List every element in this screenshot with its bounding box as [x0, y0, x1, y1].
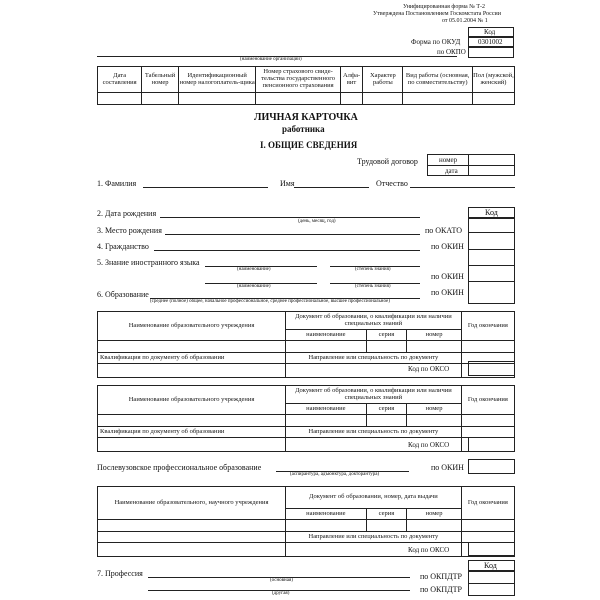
cell-work-type[interactable]: [403, 93, 473, 105]
header-gender: Пол (мужской, женский): [472, 67, 514, 93]
edu3-year-cell[interactable]: [461, 520, 514, 532]
title-sub: работника: [282, 124, 325, 134]
language-degree-hint-1: (степень знания): [355, 267, 391, 272]
okpdtr-label-1: по ОКПДТР: [420, 572, 462, 581]
birth-date-label: 2. Дата рождения: [97, 209, 157, 218]
edu2-spacer: [461, 427, 514, 438]
edu2-inst-cell[interactable]: [98, 415, 286, 427]
postgrad-okin-cell[interactable]: [468, 459, 515, 474]
edu1-series-cell[interactable]: [366, 341, 407, 353]
top-table: [97, 66, 515, 105]
surname-field[interactable]: [143, 187, 268, 188]
edu1-okso-label: Код по ОКСО: [408, 365, 450, 373]
okpdtr-label-2: по ОКПДТР: [420, 585, 462, 594]
language-degree-hint-2: (степень знания): [355, 284, 391, 289]
okato-label: по ОКАТО: [425, 226, 463, 235]
edu3-spec-header: Направление или специальность по документу: [286, 532, 462, 543]
postgrad-okin-label: по ОКИН: [431, 463, 464, 472]
name-label: Имя: [280, 179, 295, 188]
postgrad-label: Послевузовское профессиональное образование: [97, 463, 262, 472]
cell-work-character[interactable]: [363, 93, 403, 105]
code-okin1-divider: [468, 249, 515, 250]
edu3-okso-cell[interactable]: [468, 542, 515, 556]
okud-value: 0301002: [478, 38, 503, 46]
cell-gender[interactable]: [472, 93, 514, 105]
header-snils: Номер страхового свиде-тельства государственного пенсионного страхования: [256, 67, 340, 93]
postgrad-hint: (аспирантура, адъюнктура, докторантура): [290, 472, 380, 477]
edu1-inst-header: Наименование образовательного учреждения: [98, 312, 286, 341]
cell-alphabet[interactable]: [340, 93, 363, 105]
edu2-number-cell[interactable]: [407, 415, 461, 427]
edu2-number-header: номер: [407, 404, 461, 415]
header-date: Дата составления: [98, 67, 142, 93]
citizenship-label: 4. Гражданство: [97, 242, 149, 251]
code-column: [468, 218, 515, 304]
cell-tab-number[interactable]: [142, 93, 179, 105]
edu2-qual-header: Квалификация по документу об образовании: [98, 427, 286, 438]
header-tab-number: Табельный номер: [142, 67, 179, 93]
cell-snils[interactable]: [256, 93, 340, 105]
cell-inn[interactable]: [178, 93, 256, 105]
education-table-2: [97, 385, 515, 452]
edu3-empty-cell: [98, 532, 286, 543]
edu2-doc-header: Документ об образовании, о квалификации или наличии специальных знаний: [286, 386, 462, 404]
citizenship-field[interactable]: [154, 250, 420, 251]
organization-hint: (наименование организации): [240, 57, 302, 62]
education-table-1: [97, 311, 515, 378]
contract-date-label: дата: [445, 167, 458, 175]
education-hint: (среднее (полное) общее, начальное профессиональное, среднее профессиональное, высшее профессиональное): [150, 299, 390, 304]
profession-other-hint: (другая): [272, 591, 290, 596]
header-inn: Идентификационный номер налогоплатель-щика: [178, 67, 256, 93]
edu3-number-cell[interactable]: [407, 520, 461, 532]
edu3-series-cell[interactable]: [366, 520, 407, 532]
form-line-3: от 05.01.2004 № 1: [442, 18, 488, 24]
edu3-spacer: [461, 532, 514, 543]
contract-label: Трудовой договор: [357, 157, 418, 166]
okpo-cell[interactable]: [468, 47, 514, 58]
edu1-number-header: номер: [407, 330, 461, 341]
okin-label-3: по ОКИН: [431, 288, 464, 297]
section-title: I. ОБЩИЕ СВЕДЕНИЯ: [260, 140, 358, 150]
code-okin2-divider: [468, 265, 515, 266]
form-line-1: Унифицированная форма № Т-2: [403, 4, 486, 10]
edu3-series-header: серия: [366, 509, 407, 520]
okpo-label: по ОКПО: [437, 48, 466, 56]
birth-date-field[interactable]: [160, 217, 420, 218]
contract-vdivider: [468, 154, 469, 176]
header-alphabet: Алфа-вит: [340, 67, 363, 93]
cell-date[interactable]: [98, 93, 142, 105]
edu2-naim-cell[interactable]: [286, 415, 366, 427]
edu3-lower-cell[interactable]: [98, 543, 286, 557]
edu1-naim-cell[interactable]: [286, 341, 366, 353]
language-label: 5. Знание иностранного языка: [97, 258, 200, 267]
code-label-2: Код: [485, 208, 498, 217]
okud-label: Форма по ОКУД: [411, 38, 461, 46]
edu2-qual-cell[interactable]: [98, 438, 286, 452]
edu1-year-header: Год окончания: [461, 312, 514, 341]
profession-code-label: Код: [484, 561, 497, 570]
edu2-year-cell[interactable]: [461, 415, 514, 427]
patronymic-field[interactable]: [410, 187, 515, 188]
edu2-spec-header: Направление или специальность по документу: [286, 427, 462, 438]
edu1-year-cell[interactable]: [461, 341, 514, 353]
edu1-okso-cell[interactable]: [468, 361, 515, 376]
profession-label: 7. Профессия: [97, 569, 143, 578]
birth-place-label: 3. Место рождения: [97, 226, 162, 235]
surname-label: 1. Фамилия: [97, 179, 137, 188]
edu1-inst-cell[interactable]: [98, 341, 286, 353]
edu3-inst-cell[interactable]: [98, 520, 286, 532]
code-label: Код: [484, 28, 496, 36]
edu3-naim-cell[interactable]: [286, 520, 366, 532]
edu2-naim-header: наименование: [286, 404, 366, 415]
edu1-spec-header: Направление или специальность по документу: [286, 353, 462, 364]
edu2-series-cell[interactable]: [366, 415, 407, 427]
header-work-character: Характер работы: [363, 67, 403, 93]
edu2-okso-label: Код по ОКСО: [408, 441, 450, 449]
language-name-hint-2: (наименование): [237, 284, 271, 289]
edu1-naim-header: наименование: [286, 330, 366, 341]
edu1-qual-cell[interactable]: [98, 364, 286, 378]
profession-main-hint: (основная): [270, 578, 293, 583]
edu3-inst-header: Наименование образовательного, научного учреждения: [98, 487, 286, 520]
birth-date-hint: (день, месяц, год): [298, 219, 336, 224]
profession-code-divider: [468, 583, 515, 584]
edu3-naim-header: наименование: [286, 509, 366, 520]
edu1-series-header: серия: [366, 330, 407, 341]
edu2-year-header: Год окончания: [461, 386, 514, 415]
okin-label-1: по ОКИН: [431, 242, 464, 251]
code-okato-divider: [468, 232, 515, 233]
header-work-type: Вид работы (основная, по совместительству): [403, 67, 473, 93]
form-line-2: Утверждена Постановлением Госкомстата России: [373, 11, 501, 17]
edu2-inst-header: Наименование образовательного учреждения: [98, 386, 286, 415]
edu2-series-header: серия: [366, 404, 407, 415]
education-table-3: [97, 486, 515, 557]
edu1-doc-header: Документ об образовании, о квалификации или наличии специальных знаний: [286, 312, 462, 330]
edu1-number-cell[interactable]: [407, 341, 461, 353]
code-okin3-divider: [468, 281, 515, 282]
edu3-okso-label: Код по ОКСО: [408, 546, 450, 554]
edu1-qual-header: Квалификация по документу об образовании: [98, 353, 286, 364]
patronymic-label: Отчество: [376, 179, 408, 188]
edu3-doc-header: Документ об образовании, номер, дата выдачи: [286, 487, 462, 509]
edu2-okso-cell[interactable]: [468, 437, 515, 452]
name-field[interactable]: [294, 187, 369, 188]
education-label: 6. Образование: [97, 290, 149, 299]
edu3-year-header: Год окончания: [461, 487, 514, 520]
language-name-hint-1: (наименование): [237, 267, 271, 272]
title-main: ЛИЧНАЯ КАРТОЧКА: [254, 112, 358, 123]
contract-divider: [427, 165, 515, 166]
okin-label-2: по ОКИН: [431, 272, 464, 281]
birth-place-field[interactable]: [165, 234, 420, 235]
edu3-number-header: номер: [407, 509, 461, 520]
contract-number-label: номер: [439, 156, 458, 164]
